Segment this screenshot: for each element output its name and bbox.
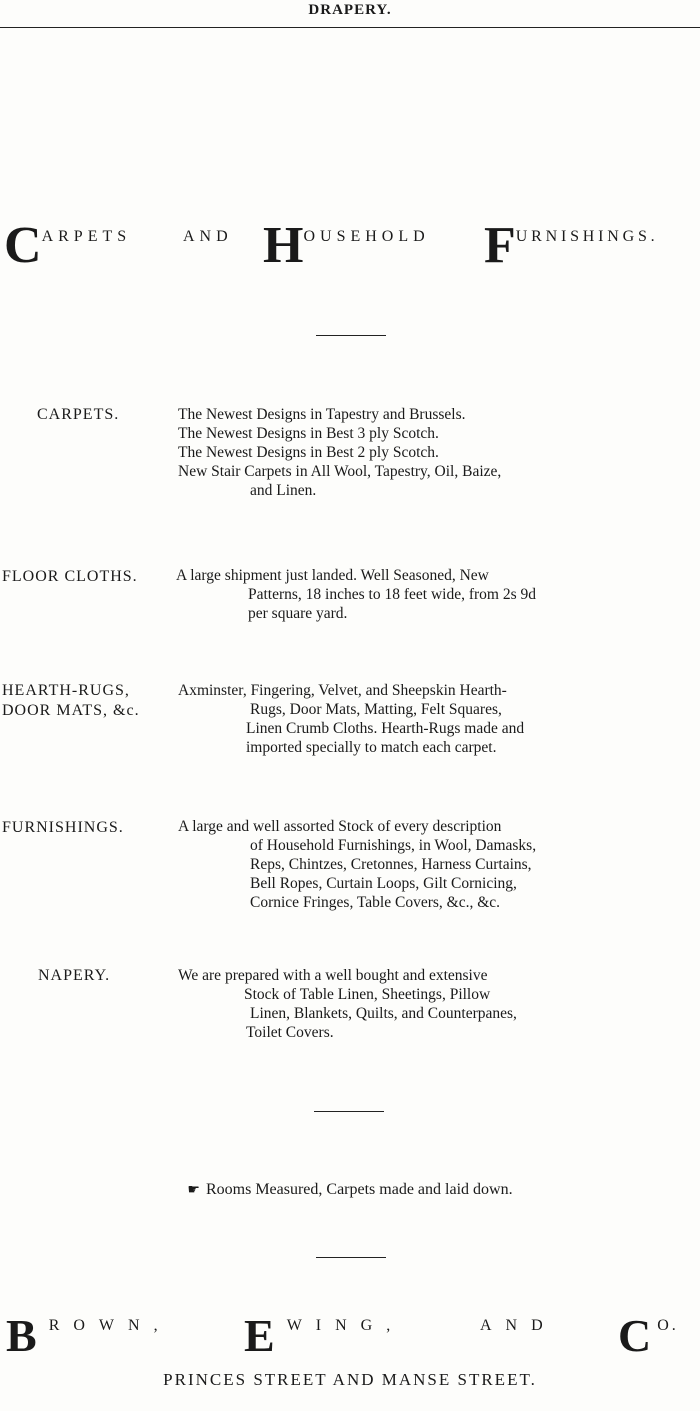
pointing-hand-icon: ☛ (187, 1183, 200, 1198)
divider-rule (316, 1257, 386, 1258)
section-text-carpets: The Newest Designs in Tapestry and Brussels. The Newest Designs in Best 3 ply Scotch. The Newest Designs in Best 2 ply Scotch. New Stair Carpets in All Wool, Tapestry, Oil, Baize, and Linen. (178, 406, 502, 499)
title-word-and: AND (183, 228, 233, 245)
section-label-carpets: CARPETS. (37, 406, 120, 423)
section-label-napery: NAPERY. (38, 967, 111, 984)
title-word-carpets: CARPETS (4, 217, 132, 274)
section-label-furnishings: FURNISHINGS. (2, 819, 124, 836)
divider-rule (314, 1111, 384, 1112)
page-header: DRAPERY. (308, 2, 392, 18)
section-label-floor-cloths: FLOOR CLOTHS. (2, 568, 138, 585)
title-word-furnishings: FURNISHINGS. (484, 217, 659, 274)
section-text-napery: We are prepared with a well bought and extensive Stock of Table Linen, Sheetings, Pillow Linen, Blankets, Quilts, and Counterpanes, Toilet Covers. (178, 967, 517, 1041)
section-text-hearth-rugs: Axminster, Fingering, Velvet, and Sheepskin Hearth- Rugs, Door Mats, Matting, Felt Squares, Linen Crumb Cloths. Hearth-Rugs made and imported specially to match each carpet. (178, 682, 525, 756)
firm-name (0, 1310, 700, 1363)
firm-address: PRINCES STREET AND MANSE STREET. (163, 1370, 537, 1389)
header-rule (0, 27, 700, 28)
firm-word-ewing: E WING, (244, 1310, 405, 1361)
divider-rule (316, 335, 386, 336)
section-text-floor-cloths: A large shipment just landed. Well Seasoned, New Patterns, 18 inches to 18 feet wide, from 2s 9d per square yard. (176, 567, 536, 622)
firm-word-and: AND (480, 1317, 557, 1334)
firm-word-brown: B ROWN, (6, 1310, 172, 1361)
firm-word-co: C O. (618, 1310, 679, 1361)
section-text-furnishings: A large and well assorted Stock of every description of Household Furnishings, in Wool, Damasks, Reps, Chintzes, Cretonnes, Harness Curtains, Bell Ropes, Curtain Loops, Gilt Cornicing, Cornice Fringes, Table Covers, &c., &c. (178, 818, 537, 911)
section-label-hearth-rugs: HEARTH-RUGS, DOOR MATS, &c. (2, 682, 140, 719)
service-note: ☛ Rooms Measured, Carpets made and laid down. (187, 1181, 513, 1198)
title-word-household: HOUSEHOLD (263, 217, 430, 274)
advert-title (0, 217, 700, 280)
